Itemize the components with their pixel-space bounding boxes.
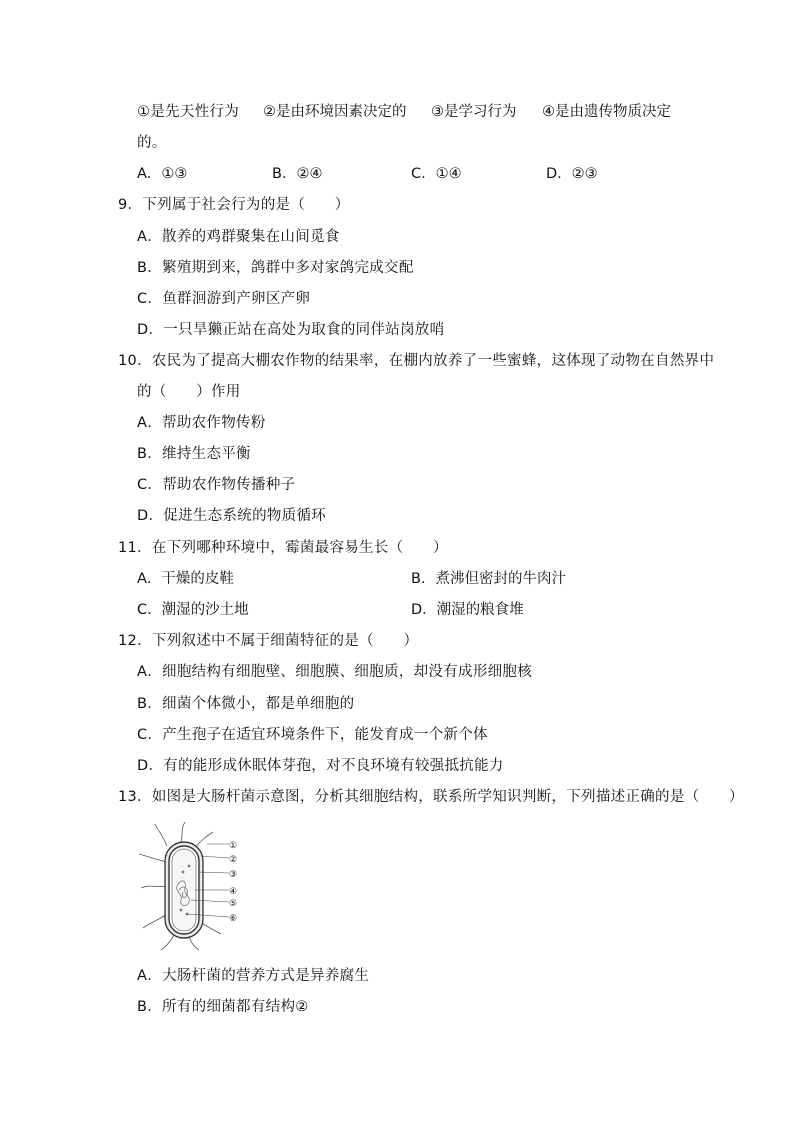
q11-option-c[interactable]: C．潮湿的沙土地 — [137, 602, 249, 618]
q12-option-a[interactable]: A．细胞结构有细胞壁、细胞膜、细胞质，却没有成形细胞核 — [137, 664, 533, 680]
q8-option-c[interactable]: C．①④ — [411, 166, 462, 182]
q11-option-a[interactable]: A．干燥的皮鞋 — [137, 571, 234, 587]
q9-option-c[interactable]: C．鱼群洄游到产卵区产卵 — [137, 291, 311, 307]
figure-label-3: ③ — [229, 870, 238, 880]
q12-option-c[interactable]: C．产生孢子在适宜环境条件下，能发育成一个新个体 — [137, 727, 488, 743]
q8-statement-3: ③是学习行为 — [431, 104, 517, 120]
figure-label-4: ④ — [229, 887, 238, 897]
figure-label-2: ② — [229, 855, 238, 865]
q13-stem: 13．如图是大肠杆菌示意图，分析其细胞结构，联系所学知识判断，下列描述正确的是（ ） — [118, 789, 744, 805]
q10-stem: 10．农民为了提高大棚农作物的结果率，在棚内放养了一些蜜蜂，这体现了动物在自然界中 — [118, 353, 715, 369]
q8-statements-row — [137, 102, 239, 122]
q8-statement-4: ④是由遗传物质决定 — [542, 104, 671, 120]
q8-option-d[interactable]: D．②③ — [546, 166, 598, 182]
q12-option-d[interactable]: D．有的能形成休眠体芽孢，对不良环境有较强抵抗能力 — [137, 758, 504, 774]
q10-option-b[interactable]: B．维持生态平衡 — [137, 446, 251, 462]
figure-label-5: ⑤ — [229, 899, 238, 909]
q10-option-a[interactable]: A．帮助农作物传粉 — [137, 415, 266, 431]
figure-label-1: ① — [229, 841, 238, 851]
q11-option-d[interactable]: D．潮湿的粮食堆 — [411, 602, 524, 618]
q12-option-b[interactable]: B．细菌个体微小，都是单细胞的 — [137, 696, 355, 712]
q12-stem: 12．下列叙述中不属于细菌特征的是（ ） — [118, 633, 419, 649]
q11-option-b[interactable]: B．煮沸但密封的牛肉汁 — [411, 571, 566, 587]
q13-option-a[interactable]: A．大肠杆菌的营养方式是异养腐生 — [137, 968, 370, 984]
q9-option-d[interactable]: D．一只旱獭正站在高处为取食的同伴站岗放哨 — [137, 322, 445, 338]
q11-stem: 11．在下列哪种环境中，霉菌最容易生长（ ） — [118, 540, 448, 556]
figure-label-6: ⑥ — [229, 914, 238, 924]
q10-option-d[interactable]: D．促进生态系统的物质循环 — [137, 508, 327, 524]
q9-option-a[interactable]: A．散养的鸡群聚集在山间觅食 — [137, 229, 340, 245]
q8-statement-wrap: 的。 — [137, 135, 167, 151]
q13-option-b[interactable]: B．所有的细菌都有结构② — [137, 999, 309, 1015]
q8-statement-1: ①是先天性行为 — [137, 104, 240, 120]
q9-option-b[interactable]: B．繁殖期到来，鸽群中多对家鸽完成交配 — [137, 260, 414, 276]
cell-membrane — [172, 849, 196, 931]
q10-option-c[interactable]: C．帮助农作物传播种子 — [137, 477, 296, 493]
q8-option-b[interactable]: B．②④ — [272, 166, 323, 182]
q9-stem: 9．下列属于社会行为的是（ ） — [118, 197, 350, 213]
q8-option-a[interactable]: A．①③ — [137, 166, 188, 182]
q10-stem-wrap: 的（ ）作用 — [137, 384, 241, 400]
q8-statement-2: ②是由环境因素决定的 — [263, 104, 407, 120]
e-coli-diagram — [137, 822, 249, 952]
